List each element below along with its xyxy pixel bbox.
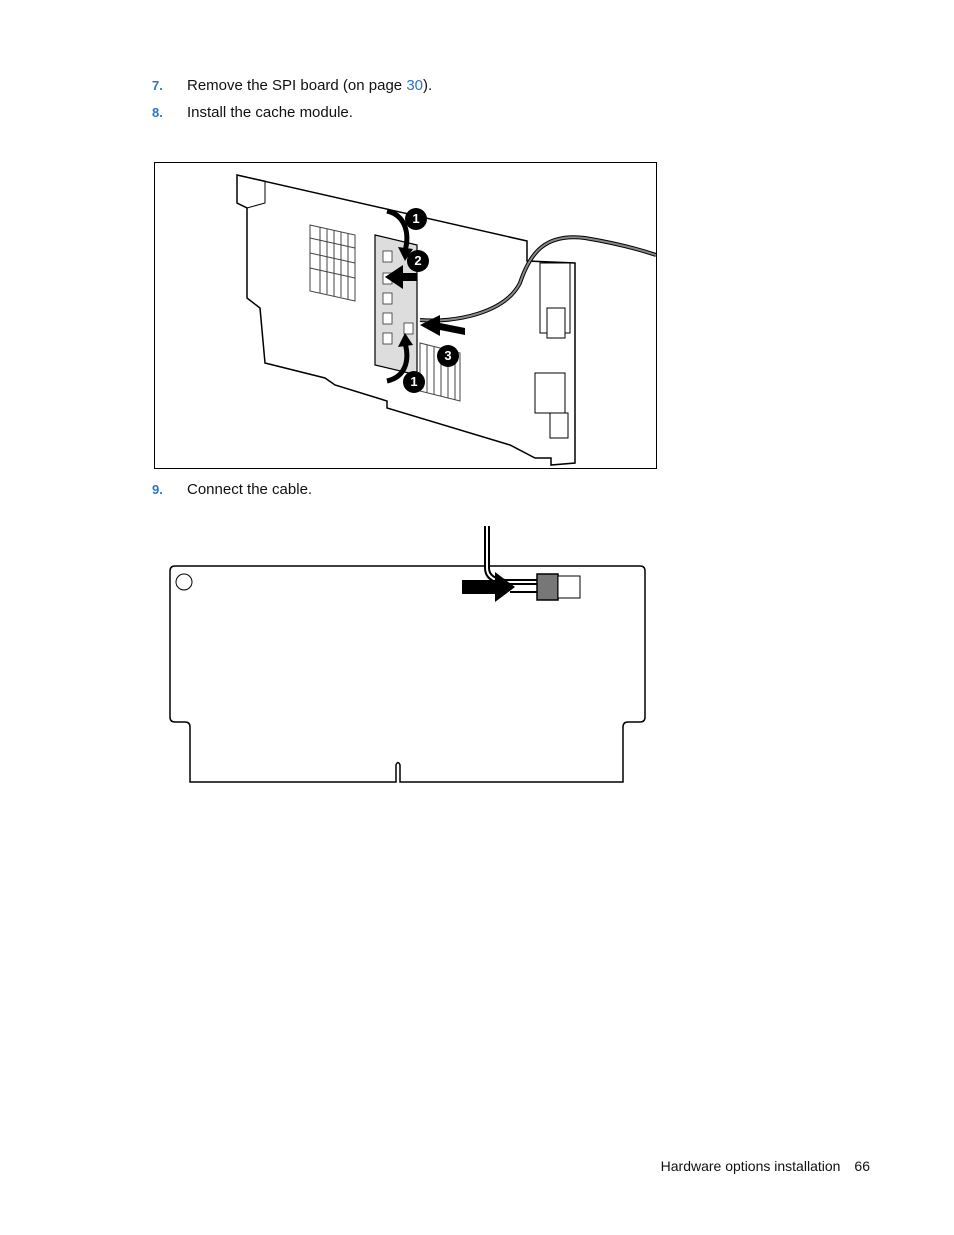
callout-badge: 2 (407, 250, 429, 272)
step-text: Connect the cable. (187, 481, 313, 498)
callout-badge: 1 (403, 371, 425, 393)
cable-connection-illustration (160, 520, 660, 790)
page-footer (661, 1158, 870, 1174)
cache-module-install-illustration (154, 162, 657, 469)
step-number: 7. (152, 78, 163, 93)
page-number: 66 (854, 1158, 870, 1174)
footer-section: Hardware options installation (660, 1158, 841, 1174)
callout-badge: 1 (405, 208, 427, 230)
step-number: 9. (152, 482, 163, 497)
cache-module-drawing (160, 520, 660, 790)
step-text-before: Remove the SPI board (on page (187, 77, 407, 94)
callout-badge: 3 (437, 345, 459, 367)
page-link[interactable]: 30 (406, 77, 423, 94)
step-number: 8. (152, 105, 163, 120)
step-text: Install the cache module. (187, 104, 353, 121)
system-board-drawing (155, 163, 656, 468)
step-text (187, 76, 432, 96)
step-text-after: ). (423, 77, 433, 94)
